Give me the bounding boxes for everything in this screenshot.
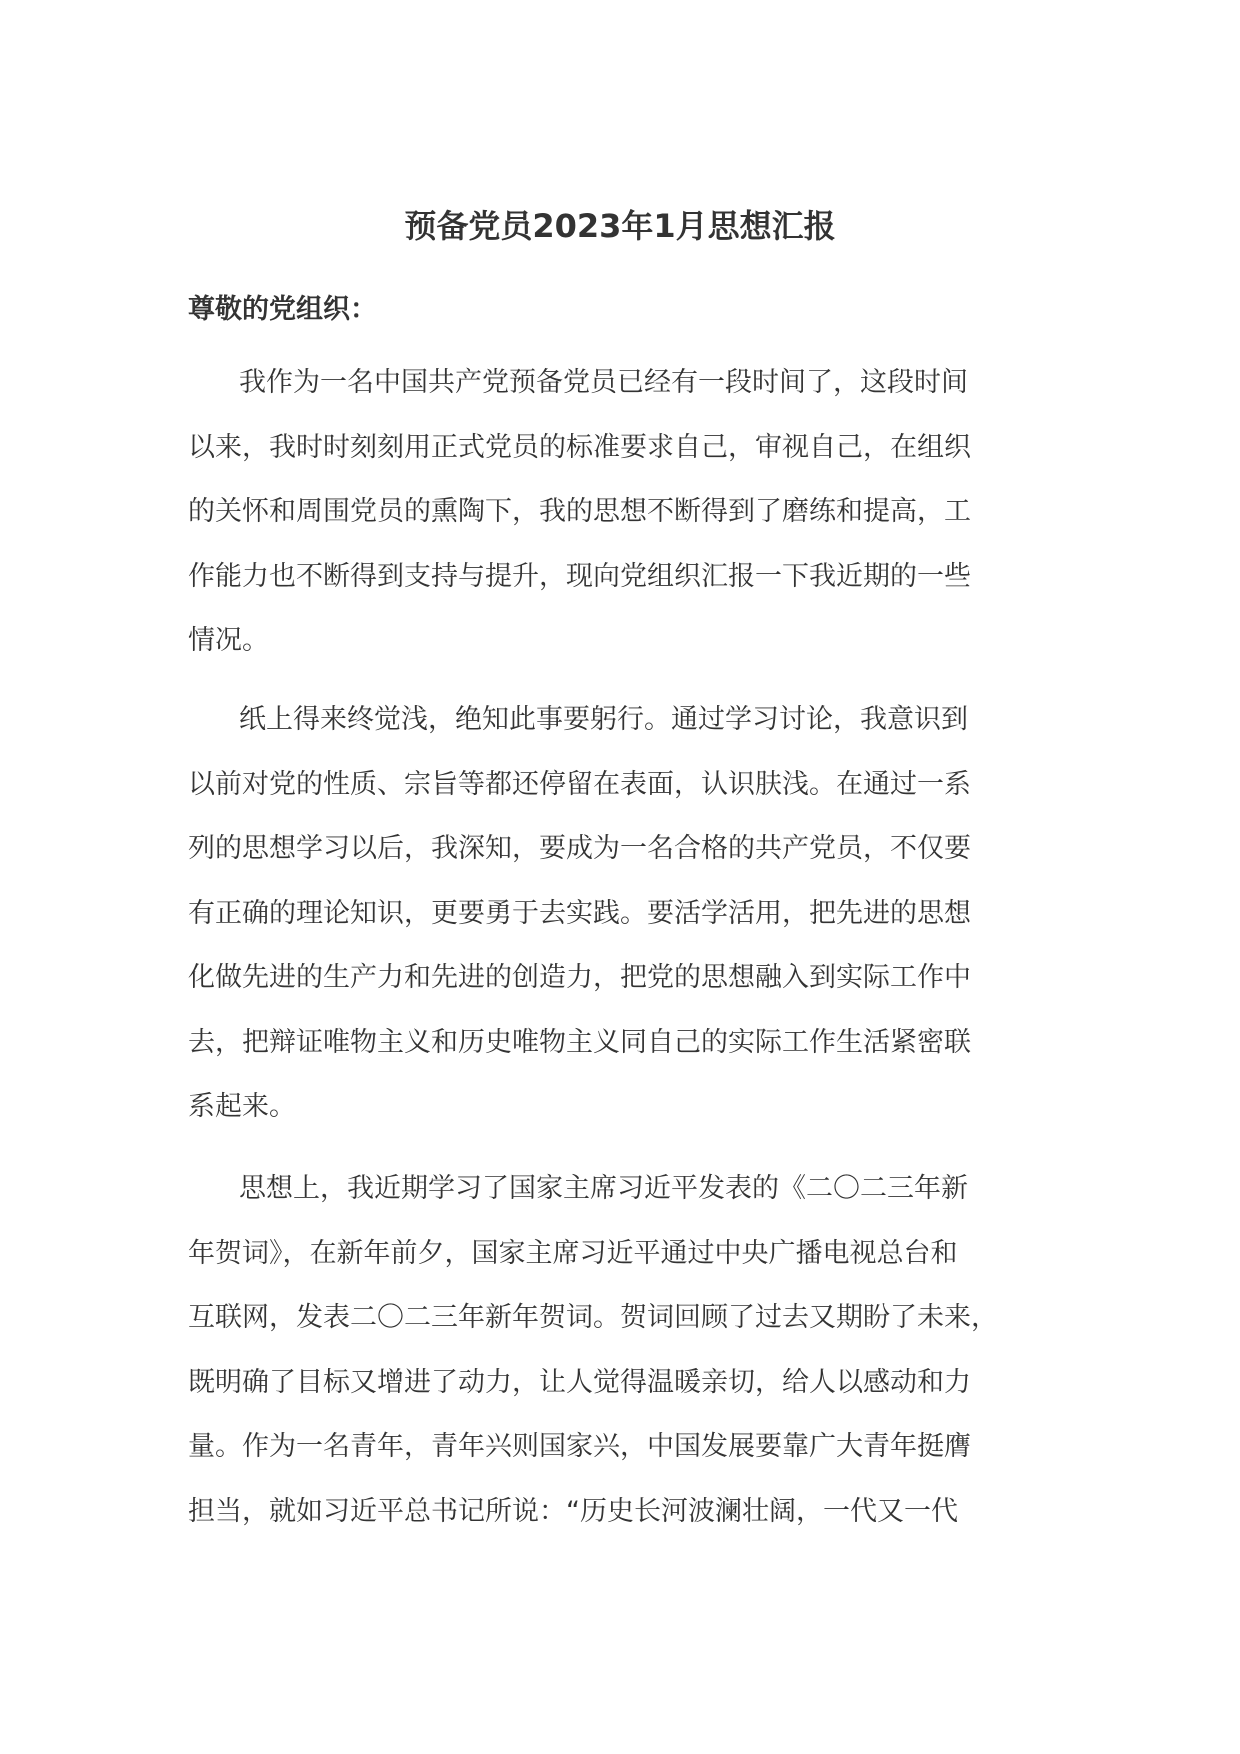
paragraph-line: 系起来。: [188, 1091, 296, 1122]
paragraph-line: 情况。: [188, 625, 269, 656]
paragraph: [188, 1157, 998, 1544]
paragraph-line: 担当，就如习近平总书记所说：“历史长河波澜壮阔，一代又一代: [188, 1495, 958, 1527]
salutation: 尊敬的党组织：: [188, 294, 377, 325]
paragraph-line: 的关怀和周围党员的熏陶下，我的思想不断得到了磨练和提高，工: [188, 496, 971, 527]
paragraph-line: 以来，我时时刻刻用正式党员的标准要求自己，审视自己，在组织: [188, 431, 971, 463]
paragraph-line: 作能力也不断得到支持与提升，现向党组织汇报一下我近期的一些: [188, 560, 971, 592]
paragraph-line: 互联网，发表二〇二三年新年贺词。贺词回顾了过去又期盼了未来，: [188, 1302, 998, 1333]
paragraph-line: 年贺词》，在新年前夕，国家主席习近平通过中央广播电视总台和: [188, 1237, 958, 1269]
paragraph-line: 我作为一名中国共产党预备党员已经有一段时间了，这段时间: [239, 367, 968, 398]
paragraph-line: 量。作为一名青年，青年兴则国家兴，中国发展要靠广大青年挺膺: [188, 1431, 971, 1462]
paragraph-line: 既明确了目标又增进了动力，让人觉得温暖亲切，给人以感动和力: [188, 1366, 971, 1398]
paragraph: [188, 351, 971, 674]
paragraph-line: 化做先进的生产力和先进的创造力，把党的思想融入到实际工作中: [188, 962, 971, 993]
paragraph-line: 以前对党的性质、宗旨等都还停留在表面，认识肤浅。在通过一系: [188, 768, 971, 800]
paragraph-line: 去，把辩证唯物主义和历史唯物主义同自己的实际工作生活紧密联: [188, 1026, 971, 1058]
paragraph-line: 列的思想学习以后，我深知，要成为一名合格的共产党员，不仅要: [188, 833, 971, 864]
paragraph-line: 有正确的理论知识，更要勇于去实践。要活学活用，把先进的思想: [188, 897, 971, 929]
paragraph-line: 纸上得来终觉浅，绝知此事要躬行。通过学习讨论，我意识到: [239, 704, 968, 735]
paragraph-line: 思想上，我近期学习了国家主席习近平发表的《二〇二三年新: [239, 1173, 968, 1204]
document-title: 预备党员2023年1月思想汇报: [404, 207, 836, 245]
paragraph: [188, 688, 971, 1140]
